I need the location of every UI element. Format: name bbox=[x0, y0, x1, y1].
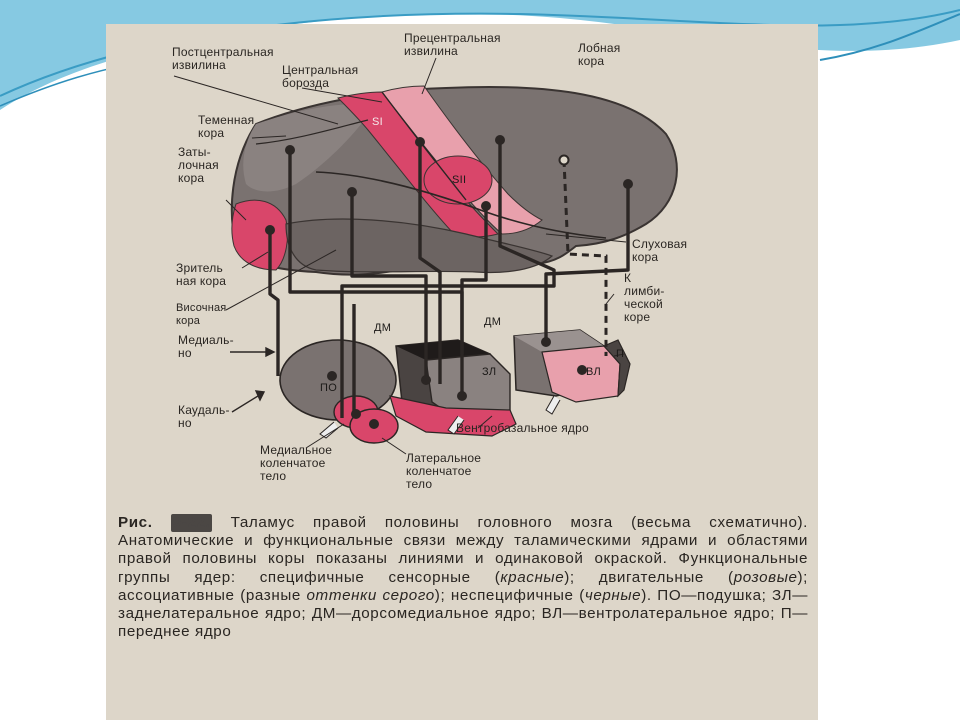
label-frontal-cortex: Лобная кора bbox=[578, 41, 621, 68]
caption-black: черные bbox=[584, 586, 642, 604]
dot-dm2 bbox=[541, 337, 551, 347]
label-precentral-gyrus: Прецентральная извилина bbox=[404, 31, 501, 58]
label-central-sulcus: Центральная борозда bbox=[282, 63, 359, 90]
label-auditory-cortex: Слуховая кора bbox=[632, 237, 688, 264]
direction-arrows bbox=[230, 348, 274, 412]
caption-text-5: ). ПО—подушка; ЗЛ—заднелатеральное ядро; ДМ—дорсомедиальное ядро; ВЛ—вентролатеральное ядро; П—переднее ядро bbox=[118, 586, 809, 641]
label-dm-1: ДМ bbox=[374, 322, 392, 334]
label-ventrobasal-nucleus: Вентробазальное ядро bbox=[456, 421, 589, 435]
label-dm-2: ДМ bbox=[484, 316, 502, 328]
caption-text-4: ); неспецифичные ( bbox=[434, 586, 585, 604]
stalk-3 bbox=[546, 396, 560, 414]
dot-limbic-open bbox=[560, 156, 569, 165]
caudal-arrowhead bbox=[256, 391, 264, 400]
caption-pink: розовые bbox=[733, 568, 798, 586]
caption-red: красные bbox=[500, 568, 565, 586]
label-sii: SII bbox=[452, 174, 467, 186]
dot-precentral bbox=[495, 135, 505, 145]
label-zl: ЗЛ bbox=[482, 366, 497, 378]
label-caudal: Каудаль- но bbox=[178, 403, 230, 430]
caption-text-1: Таламус правой половины головного мозга (весьма схематично). Анатомические и функциональные связи между таламическими ядрами и областями правой половины коры показаны линиями и одинаковой окраской. Функциональные группы ядер: специфичные сенсорные ( bbox=[118, 514, 808, 586]
label-lateral-geniculate: Латеральное коленчатое тело bbox=[406, 451, 482, 491]
dot-zl bbox=[457, 391, 467, 401]
dot-mgb bbox=[351, 409, 361, 419]
dot-temporal bbox=[347, 187, 357, 197]
label-p: П bbox=[616, 348, 625, 360]
label-po: ПО bbox=[320, 382, 338, 394]
caption-text-2: ); двигательные ( bbox=[564, 568, 734, 586]
medial-arrowhead bbox=[266, 348, 274, 356]
label-temporal-cortex: Височная кора bbox=[176, 302, 227, 327]
label-medial: Медиаль- но bbox=[178, 333, 234, 360]
label-occipital-cortex: Заты- лочная кора bbox=[178, 145, 219, 185]
figure-page bbox=[106, 24, 818, 720]
caption-prefix: Рис. bbox=[118, 514, 153, 531]
dot-dm bbox=[421, 375, 431, 385]
visual-cortex bbox=[232, 200, 288, 270]
dot-parietal bbox=[285, 145, 295, 155]
caudal-arrow-line bbox=[232, 396, 258, 412]
label-vl: ВЛ bbox=[586, 366, 602, 378]
label-visual-cortex: Зритель ная кора bbox=[176, 261, 227, 288]
caption-figure-number: 9-22. bbox=[172, 514, 211, 531]
leader-lgb bbox=[382, 438, 406, 454]
dot-sii bbox=[481, 201, 491, 211]
dot-lgb bbox=[369, 419, 379, 429]
label-medial-geniculate: Медиальное коленчатое тело bbox=[260, 443, 333, 483]
dot-frontal bbox=[623, 179, 633, 189]
dot-po bbox=[327, 371, 337, 381]
figure-caption bbox=[118, 514, 808, 641]
caption-gray: оттенки серого bbox=[306, 586, 435, 604]
caption-text-3: ); ассоциативные (разные bbox=[118, 568, 808, 604]
label-limbic-cortex: К лимби- ческой коре bbox=[624, 271, 665, 324]
label-si: SI bbox=[372, 116, 383, 128]
dot-si bbox=[415, 137, 425, 147]
label-postcentral-gyrus: Постцентральная извилина bbox=[172, 45, 274, 72]
label-parietal-cortex: Теменная кора bbox=[198, 113, 255, 140]
dot-occipital bbox=[265, 225, 275, 235]
